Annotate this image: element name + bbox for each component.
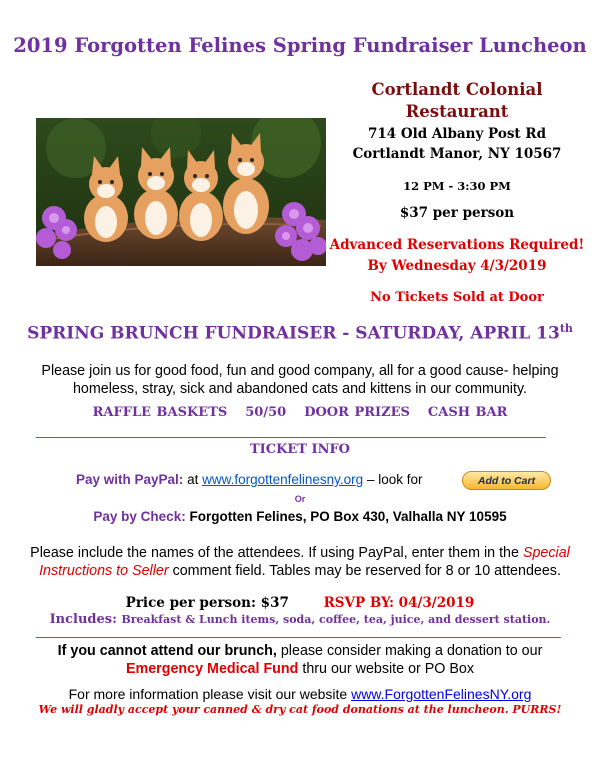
divider xyxy=(36,637,561,638)
or-separator: Or xyxy=(294,494,306,504)
no-door-sales-notice: No Tickets Sold at Door xyxy=(370,290,544,305)
event-time: 12 PM - 3:30 PM xyxy=(403,179,511,193)
donation-appeal: If you cannot attend our brunch, please consider making a donation to our Emergency Medical Fund thru our website or PO Box xyxy=(57,643,543,677)
divider xyxy=(36,437,546,438)
extra-raffle: RAFFLE BASKETS xyxy=(92,405,228,420)
event-headline: SPRING BRUNCH FUNDRAISER - SATURDAY, APRIL 13th xyxy=(27,322,573,344)
page-title: 2019 Forgotten Felines Spring Fundraiser Luncheon xyxy=(13,34,587,57)
check-payment-line xyxy=(0,509,600,524)
reservation-deadline: By Wednesday 4/3/2019 xyxy=(367,258,547,274)
paypal-label: Pay with PayPal: xyxy=(76,472,184,487)
extra-cash-bar: CASH BAR xyxy=(427,405,508,420)
ticket-info-heading: TICKET INFO xyxy=(249,442,351,457)
extra-5050: 50/50 xyxy=(245,405,287,420)
reservation-notice: Advanced Reservations Required! xyxy=(329,237,585,253)
food-donation-note: We will gladly accept your canned & dry cat food donations at the luncheon. PURRS! xyxy=(38,703,562,716)
check-label: Pay by Check: xyxy=(93,509,186,524)
attendee-instructions: Please include the names of the attendees. If using PayPal, enter them in the Special Instructions to Seller comment field. Tables may be reserved for 8 or 10 attendees. xyxy=(30,545,570,579)
price-rsvp-line: Price per person: $37 RSVP BY: 04/3/2019 xyxy=(125,595,475,611)
includes-line: Includes: Breakfast & Lunch items, soda, coffee, tea, juice, and dessert station. xyxy=(49,612,551,627)
more-info-line: For more information please visit our website www.ForgottenFelinesNY.org xyxy=(68,686,532,702)
add-to-cart-button[interactable]: Add to Cart xyxy=(462,471,551,490)
event-intro: Please join us for good food, fun and good company, all for a good cause- helping homeless, stray, sick and abandoned cats and kittens in our community. xyxy=(41,363,559,397)
venue-name-line1: Cortlandt Colonial xyxy=(371,80,543,99)
venue-name-line2: Restaurant xyxy=(405,102,509,121)
emergency-fund: Emergency Medical Fund xyxy=(125,661,299,677)
rsvp-deadline: RSVP BY: 04/3/2019 xyxy=(323,595,475,611)
check-address: Forgotten Felines, PO Box 430, Valhalla NY 10595 xyxy=(189,509,507,524)
event-extras xyxy=(0,405,600,420)
venue-address-line1: 714 Old Albany Post Rd xyxy=(367,126,547,142)
extra-door-prizes: DOOR PRIZES xyxy=(304,405,410,420)
venue-address-line2: Cortlandt Manor, NY 10567 xyxy=(352,146,562,162)
website-link[interactable]: www.ForgottenFelinesNY.org xyxy=(351,686,532,702)
event-price: $37 per person xyxy=(399,205,515,221)
paypal-website-link[interactable]: www.forgottenfelinesny.org xyxy=(202,472,364,487)
paypal-line: Pay with PayPal: at www.forgottenfelinesny.org – look for xyxy=(76,472,423,487)
kittens-photo xyxy=(36,118,326,266)
